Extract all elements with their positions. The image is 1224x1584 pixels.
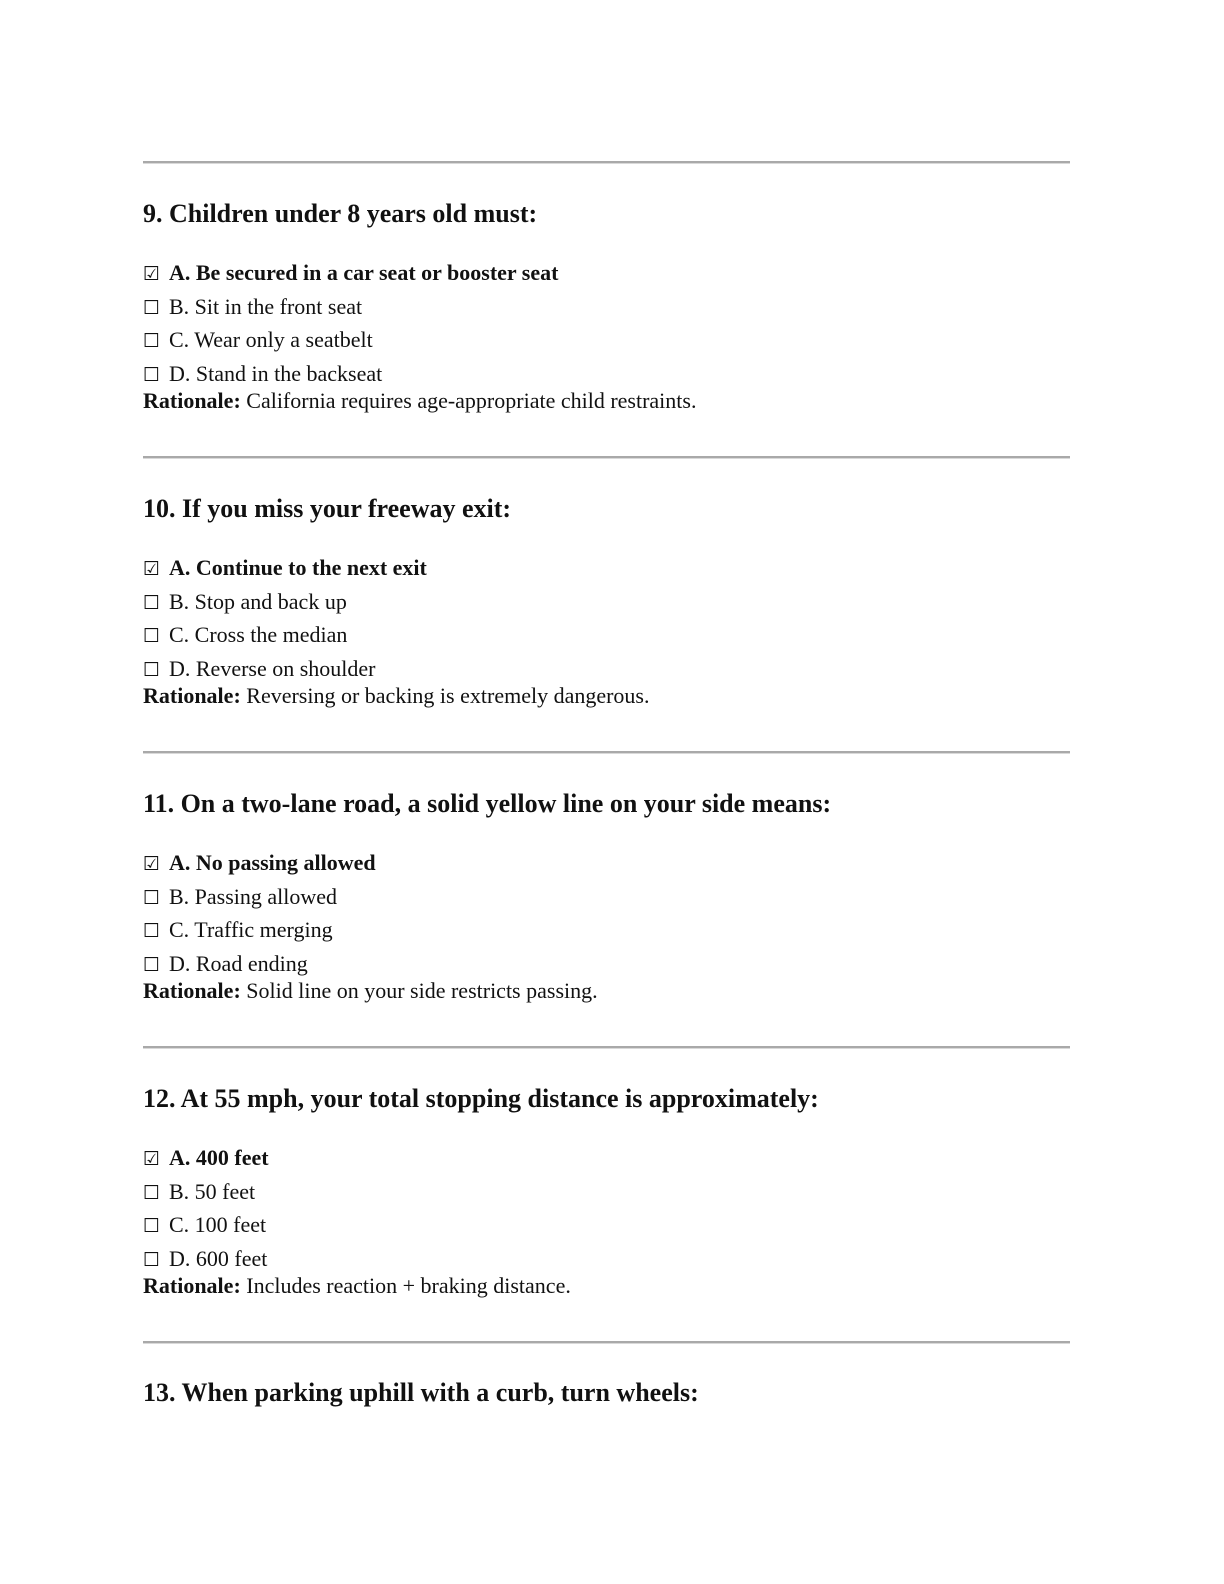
question-12 (143, 1084, 1073, 1299)
section-divider (143, 751, 1070, 753)
question-title: 9. Children under 8 years old must: (143, 199, 538, 228)
checked-box-icon: ☑ (143, 1148, 161, 1170)
option-text: D. Stand in the backseat (169, 360, 383, 386)
rationale-label: Rationale: (143, 683, 241, 709)
unchecked-box-icon: ☐ (143, 363, 161, 386)
option-a (143, 1142, 1073, 1176)
unchecked-box-icon: ☐ (143, 330, 161, 353)
rationale-text: Solid line on your side restricts passing. (246, 978, 598, 1004)
question-9 (143, 199, 1073, 414)
option-c (143, 914, 1073, 948)
option-d (143, 948, 1073, 982)
option-text: B. Passing allowed (169, 883, 338, 909)
rationale-text: California requires age-appropriate child restraints. (246, 388, 697, 414)
answer-options (143, 552, 1073, 686)
section-divider (143, 1341, 1070, 1343)
option-d (143, 358, 1073, 392)
unchecked-box-icon: ☐ (143, 591, 161, 614)
option-a (143, 847, 1073, 881)
option-c (143, 619, 1073, 653)
option-text: A. Continue to the next exit (169, 555, 427, 580)
option-text: A. Be secured in a car seat or booster seat (169, 260, 559, 285)
answer-options (143, 257, 1073, 391)
option-c (143, 324, 1073, 358)
unchecked-box-icon: ☐ (143, 658, 161, 681)
question-title: 10. If you miss your freeway exit: (143, 494, 512, 523)
answer-options (143, 847, 1073, 981)
option-b (143, 291, 1073, 325)
rationale-text: Includes reaction + braking distance. (246, 1273, 571, 1299)
rationale-label: Rationale: (143, 978, 241, 1004)
rationale-label: Rationale: (143, 1273, 241, 1299)
unchecked-box-icon: ☐ (143, 920, 161, 943)
rationale (143, 978, 1073, 1004)
option-text: C. Wear only a seatbelt (169, 327, 373, 353)
option-text: C. Traffic merging (169, 917, 333, 943)
option-d (143, 1243, 1073, 1277)
section-divider (143, 456, 1070, 458)
option-a (143, 552, 1073, 586)
section-divider (143, 161, 1070, 163)
question-title: 12. At 55 mph, your total stopping distance is approximately: (143, 1084, 819, 1113)
option-b (143, 586, 1073, 620)
option-text: B. Sit in the front seat (169, 293, 363, 319)
rationale-text: Reversing or backing is extremely dangerous. (246, 683, 650, 709)
checked-box-icon: ☑ (143, 853, 161, 875)
option-text: C. 100 feet (169, 1212, 267, 1238)
question-10 (143, 494, 1073, 709)
unchecked-box-icon: ☐ (143, 1215, 161, 1238)
option-text: D. 600 feet (169, 1245, 268, 1271)
unchecked-box-icon: ☐ (143, 953, 161, 976)
question-title: 11. On a two-lane road, a solid yellow line on your side means: (143, 789, 832, 818)
option-d (143, 653, 1073, 687)
unchecked-box-icon: ☐ (143, 1181, 161, 1204)
unchecked-box-icon: ☐ (143, 625, 161, 648)
checked-box-icon: ☑ (143, 558, 161, 580)
option-text: D. Road ending (169, 950, 308, 976)
question-11 (143, 789, 1073, 1004)
option-text: B. Stop and back up (169, 588, 347, 614)
option-text: C. Cross the median (169, 622, 348, 648)
answer-options (143, 1142, 1073, 1276)
option-text: B. 50 feet (169, 1178, 256, 1204)
rationale-label: Rationale: (143, 388, 241, 414)
option-text: A. 400 feet (169, 1145, 269, 1170)
option-text: D. Reverse on shoulder (169, 655, 376, 681)
option-a (143, 257, 1073, 291)
checked-box-icon: ☑ (143, 263, 161, 285)
unchecked-box-icon: ☐ (143, 886, 161, 909)
option-text: A. No passing allowed (169, 850, 376, 875)
question-13 (143, 1378, 1073, 1408)
rationale (143, 1273, 1073, 1299)
question-title: 13. When parking uphill with a curb, turn wheels: (143, 1378, 699, 1407)
option-c (143, 1209, 1073, 1243)
rationale (143, 683, 1073, 709)
option-b (143, 881, 1073, 915)
unchecked-box-icon: ☐ (143, 1248, 161, 1271)
unchecked-box-icon: ☐ (143, 296, 161, 319)
section-divider (143, 1046, 1070, 1048)
option-b (143, 1176, 1073, 1210)
rationale (143, 388, 1073, 414)
